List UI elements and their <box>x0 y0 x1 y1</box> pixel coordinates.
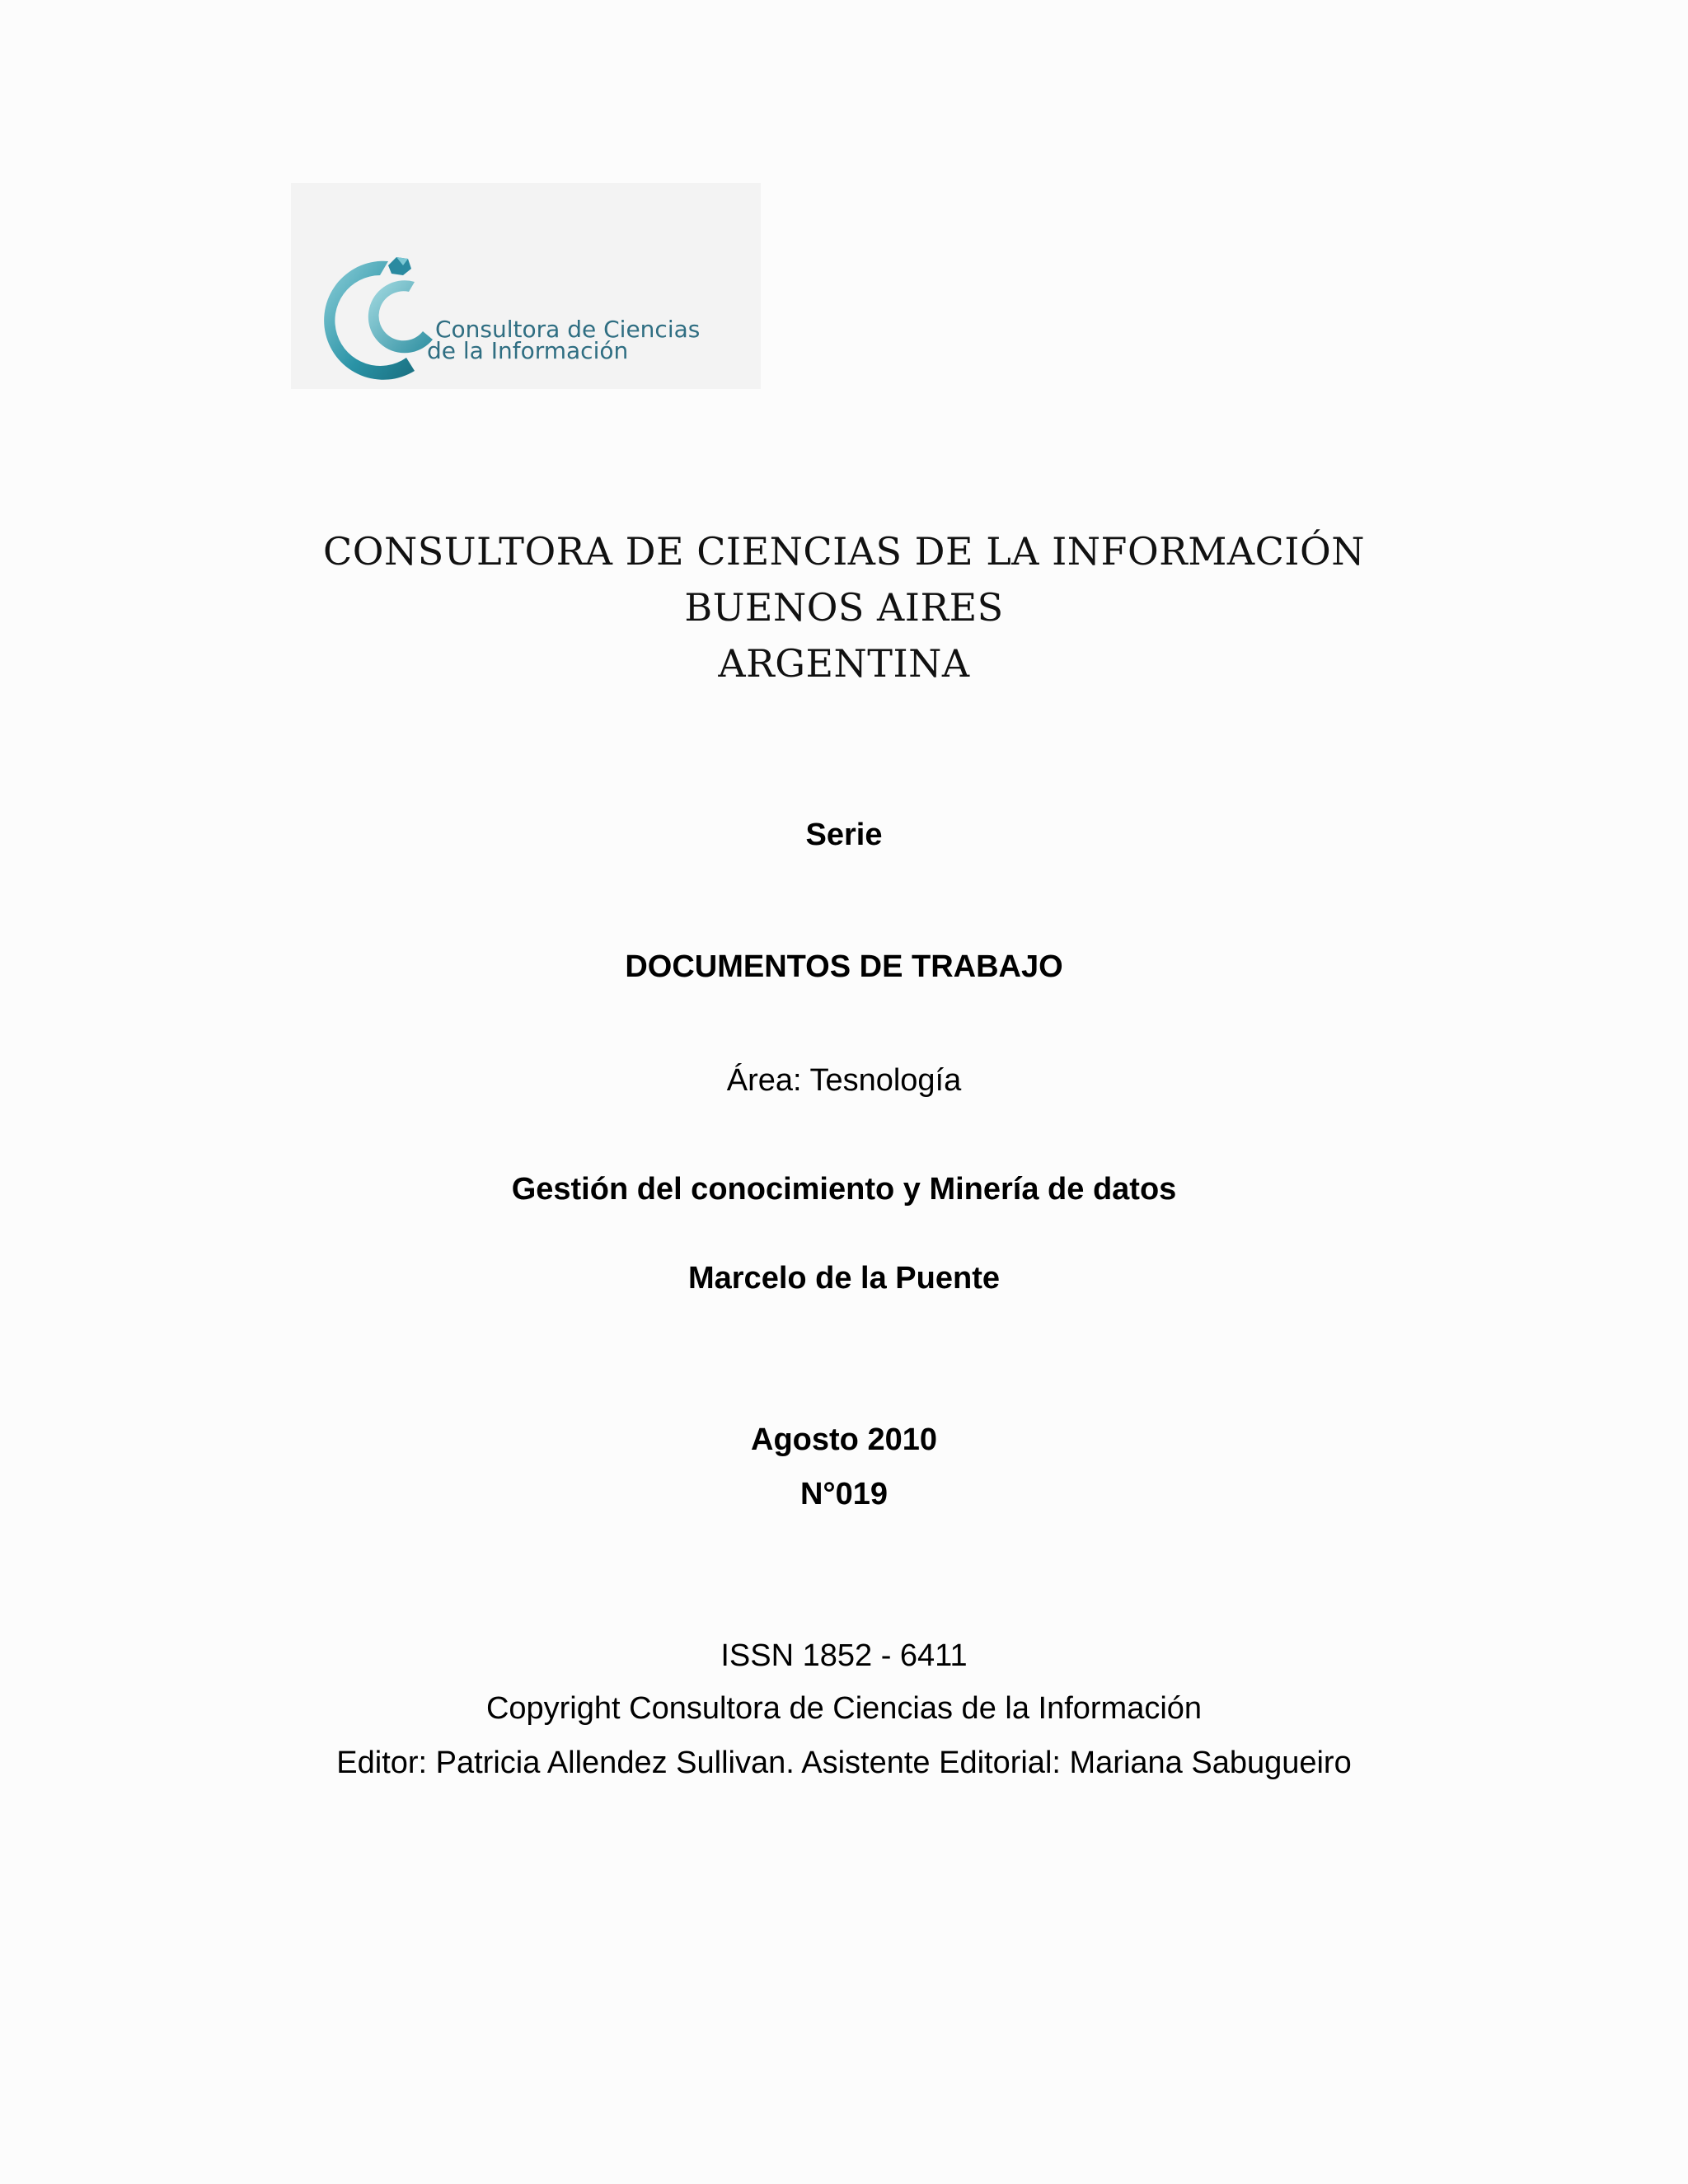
organization-name: CONSULTORA DE CIENCIAS DE LA INFORMACIÓN <box>323 529 1365 574</box>
document-number: N°019 <box>799 1477 889 1511</box>
issn: ISSN 1852 - 6411 <box>720 1638 968 1673</box>
series-label: Serie <box>805 818 883 852</box>
organization-country: ARGENTINA <box>718 641 970 686</box>
organization-city: BUENOS AIRES <box>684 585 1004 630</box>
logo-name-line2: de la Información <box>427 337 629 364</box>
series-name: DOCUMENTOS DE TRABAJO <box>625 949 1063 984</box>
copyright: Copyright Consultora de Ciencias de la Información <box>485 1691 1203 1726</box>
organization-logo <box>291 183 761 389</box>
editors: Editor: Patricia Allendez Sullivan. Asistente Editorial: Mariana Sabugueiro <box>336 1746 1352 1780</box>
area-label: Área: Tesnología <box>726 1063 962 1098</box>
logo-name-line1: Consultora de Ciencias <box>435 316 701 343</box>
logo-wordmark <box>427 316 701 364</box>
document-title: Gestión del conocimiento y Minería de datos <box>511 1172 1177 1207</box>
publication-date: Agosto 2010 <box>751 1422 937 1457</box>
author-name: Marcelo de la Puente <box>687 1261 1000 1296</box>
